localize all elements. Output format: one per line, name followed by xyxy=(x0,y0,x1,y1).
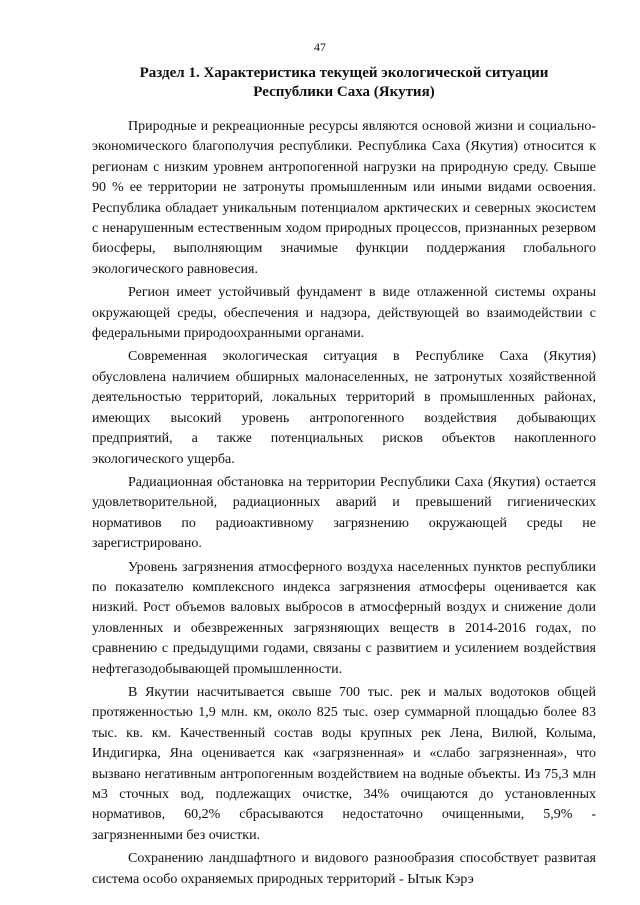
section-heading-line-2: Республики Саха (Якутия) xyxy=(253,84,435,100)
section-heading-line-1: Раздел 1. Характеристика текущей экологической ситуации xyxy=(139,65,549,81)
paragraph-water-resources: В Якутии насчитывается свыше 700 тыс. рек и малых водотоков общей протяженностью 1,9 млн. км, около 825 тыс. озер суммарной площадью более 83 тыс. кв. км. Качественный состав воды крупных рек Лена, Вилюй, Колыма, Индигирка, Яна оценивается как «загрязненная» и «слабо загрязненная», что вызвано негативным антропогенным воздействием на водные объекты. Из 75,3 млн м3 сточных вод, подлежащих очистке, 34% очищаются до установленных нормативов, 60,2% сбрасываются недостаточно очищенными, 5,9% - загрязненными без очистки. xyxy=(92,684,596,843)
section-heading xyxy=(92,64,596,102)
body-text xyxy=(92,117,596,893)
paragraph-environmental-protection: Регион имеет устойчивый фундамент в виде отлаженной системы охраны окружающей среды, обеспечения и надзора, действующей во взаимодействии с федеральными природоохранными органами. xyxy=(92,285,596,342)
paragraph-natural-resources: Природные и рекреационные ресурсы являются основой жизни и социально-экономического благополучия республики. Республика Саха (Якутия) относится к регионам с низким уровнем антропогенной нагрузки на природную среду. Свыше 90 % ее территории не затронуты промышленным или иными видами освоения. Республика обладает уникальным потенциалом арктических и северных экосистем с ненарушенным естественным ходом природных процессов, признанных резервом биосферы, выполняющим значимые функции поддержания глобального экологического равновесия. xyxy=(92,119,596,277)
paragraph-current-situation: Современная экологическая ситуация в Республике Саха (Якутия) обусловлена наличием обширных малонаселенных, не затронутых хозяйственной деятельностью территорий, локальных территорий в промышленных районах, имеющих высокий уровень антропогенного воздействия добывающих предприятий, а также потенциальных рисков объектов накопленного экологического ущерба. xyxy=(92,349,596,467)
paragraph-protected-areas: Сохранению ландшафтного и видового разнообразия способствует развитая система особо охраняемых природных территорий - Ытык Кэрэ xyxy=(92,851,596,887)
paragraph-air-pollution: Уровень загрязнения атмосферного воздуха населенных пунктов республики по показателю комплексного индекса загрязнения атмосферы оценивается как низкий. Рост объемов валовых выбросов в атмосферный воздух и снижение доли уловленных и обезвреженных загрязняющих веществ в 2014-2016 годах, по сравнению с предыдущими годами, связаны с развитием и усилением воздействия нефтегазодобывающей промышленности. xyxy=(92,559,596,677)
page-number: 47 xyxy=(314,40,326,54)
paragraph-radiation: Радиационная обстановка на территории Республики Саха (Якутия) остается удовлетворительной, радиационных аварий и превышений гигиенических нормативов по радиоактивному загрязнению окружающей среды не зарегистрировано. xyxy=(92,474,596,552)
